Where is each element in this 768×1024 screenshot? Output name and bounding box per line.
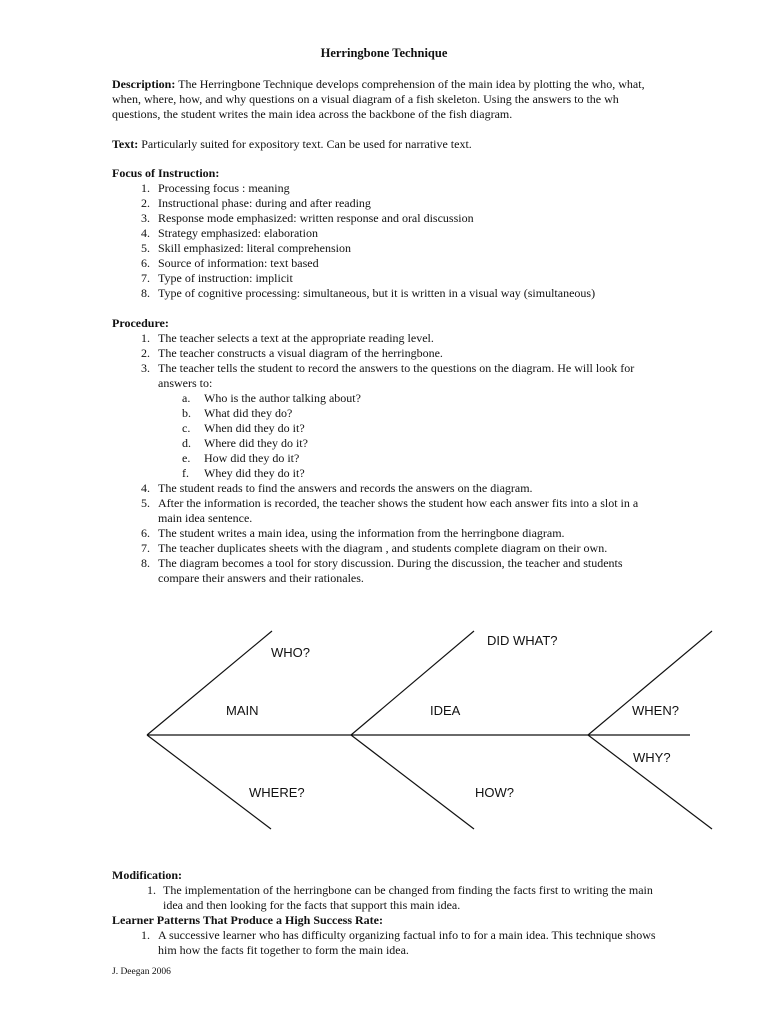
label-why: WHY? <box>633 750 671 765</box>
label-main: MAIN <box>226 703 259 718</box>
list-item: 6. Source of information: text based <box>141 256 319 270</box>
modification-list <box>112 883 657 913</box>
label-who: WHO? <box>271 645 310 660</box>
list-item: 4. The student reads to find the answers and records the answers on the diagram. <box>141 481 533 495</box>
list-item: 1. A successive learner who has difficulty organizing factual info to for a main idea. This technique shows him how the facts fit together to form the main idea. <box>141 928 656 957</box>
list-item: 3. Response mode emphasized: written response and oral discussion <box>141 211 474 225</box>
bone-where <box>147 735 271 829</box>
list-item: 1. The implementation of the herringbone can be changed from finding the facts first to writing the main idea and then looking for the facts that support this main idea. <box>147 883 653 912</box>
list-item: b. What did they do? <box>182 406 293 420</box>
list-item: c. When did they do it? <box>182 421 305 435</box>
list-item: 5. After the information is recorded, the teacher shows the student how each answer fits into a slot in a main idea sentence. <box>141 496 639 525</box>
list-item: 4. Strategy emphasized: elaboration <box>141 226 318 240</box>
bone-when <box>588 631 712 735</box>
document-title: Herringbone Technique <box>320 46 448 60</box>
text-body: Particularly suited for expository text. Can be used for narrative text. <box>138 137 472 151</box>
list-item: a. Who is the author talking about? <box>182 391 361 405</box>
label-when: WHEN? <box>632 703 679 718</box>
list-item: 7. The teacher duplicates sheets with the diagram , and students complete diagram on their own. <box>141 541 608 555</box>
list-item: 2. Instructional phase: during and after reading <box>141 196 371 210</box>
label-where: WHERE? <box>249 785 305 800</box>
focus-heading: Focus of Instruction: <box>112 166 220 180</box>
description-text: The Herringbone Technique develops comprehension of the main idea by plotting the who, what, when, where, how, and why questions on a visual diagram of a fish skeleton. Using the answers to the wh questions, the student writes the main idea across the backbone of the fish diagram. <box>112 77 645 121</box>
label-idea: IDEA <box>430 703 461 718</box>
list-item: 8. The diagram becomes a tool for story discussion. During the discussion, the teacher and students compare their answers and their rationales. <box>141 556 623 585</box>
list-item: d. Where did they do it? <box>182 436 308 450</box>
list-item: 6. The student writes a main idea, using the information from the herringbone diagram. <box>141 526 565 540</box>
bone-how <box>351 735 474 829</box>
list-item: 3. The teacher tells the student to record the answers to the questions on the diagram. He will look for answers to: a. Who is the author talking about? b. What did they do? c. When did they do it? d. Where did they do it? e. How did they do it? f. Whey did they do it? <box>112 361 657 481</box>
modification-heading: Modification: <box>112 868 182 882</box>
text-label: Text: <box>112 137 139 151</box>
bone-did-what <box>351 631 474 735</box>
learner-patterns-list <box>112 928 657 958</box>
label-did-what: DID WHAT? <box>487 633 558 648</box>
procedure-heading: Procedure: <box>112 316 169 330</box>
description-label: Description: <box>112 77 176 91</box>
label-how: HOW? <box>475 785 514 800</box>
list-item: 1. The teacher selects a text at the appropriate reading level. <box>141 331 434 345</box>
list-item: 7. Type of instruction: implicit <box>141 271 293 285</box>
list-item: 1. Processing focus : meaning <box>141 181 290 195</box>
learner-patterns-heading: Learner Patterns That Produce a High Success Rate: <box>112 913 383 927</box>
list-item: f. Whey did they do it? <box>182 466 305 480</box>
list-item: 2. The teacher constructs a visual diagram of the herringbone. <box>141 346 443 360</box>
list-item: 8. Type of cognitive processing: simultaneous, but it is written in a visual way (simultaneous) <box>141 286 596 300</box>
footer-author: J. Deegan 2006 <box>112 967 171 977</box>
bone-who <box>147 631 272 735</box>
list-item: 5. Skill emphasized: literal comprehension <box>141 241 351 255</box>
list-item: e. How did they do it? <box>182 451 300 465</box>
